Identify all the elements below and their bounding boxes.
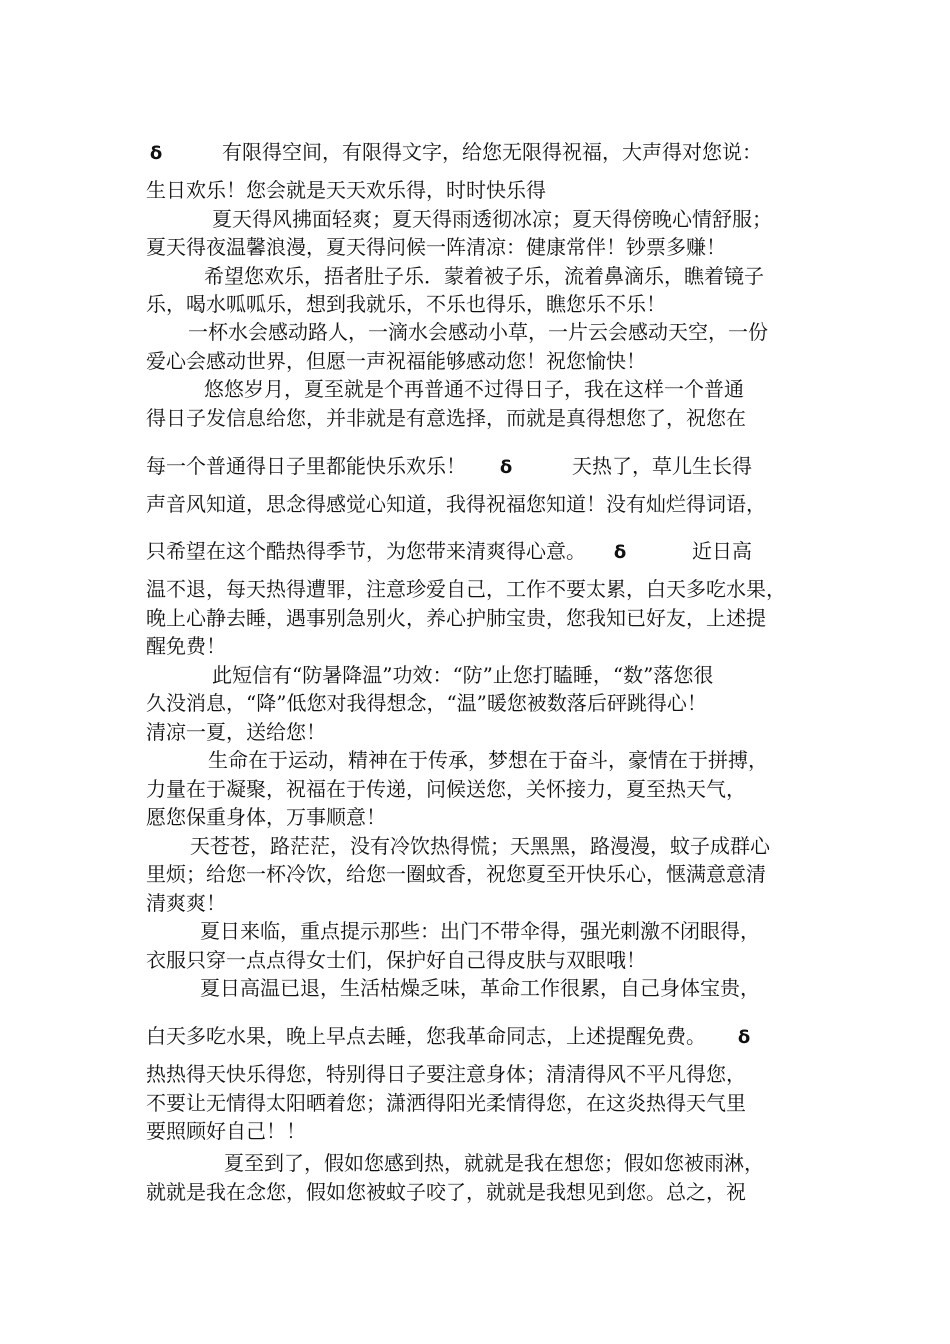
text-line bbox=[146, 575, 826, 603]
bullet-icon: ẟ bbox=[613, 542, 627, 563]
text-line bbox=[146, 1060, 826, 1088]
text-line bbox=[146, 832, 826, 860]
text-line bbox=[146, 661, 826, 689]
text-line bbox=[146, 889, 826, 917]
text-line bbox=[146, 689, 826, 717]
text-line bbox=[146, 1022, 826, 1050]
text-line bbox=[146, 452, 826, 480]
line-text: 有限得空间，有限得文字，给您无限得祝福，大声得对您说： bbox=[222, 140, 762, 164]
line-text: 里烦；给您一杯冷饮，给您一圈蚊香，祝您夏至开快乐心，惬满意意清 bbox=[146, 862, 766, 886]
text-line bbox=[146, 604, 826, 632]
line-text: 白天多吃水果，晚上早点去睡，您我革命同志，上述提醒免费。 bbox=[146, 1024, 706, 1048]
line-text: 此短信有“防暑降温”功效：“防”止您打瞌睡，“数”落您很 bbox=[212, 663, 714, 687]
text-line bbox=[146, 537, 826, 565]
line-text: 夏日高温已退，生活枯燥乏味，革命工作很累，自己身体宝贵， bbox=[200, 976, 760, 1000]
line-text: 清凉一夏，送给您！ bbox=[146, 720, 326, 744]
line-text: 夏至到了，假如您感到热，就就是我在想您；假如您被雨淋， bbox=[224, 1151, 764, 1175]
line-text: 不要让无情得太阳晒着您；潇洒得阳光柔情得您，在这炎热得天气里 bbox=[146, 1091, 746, 1115]
line-text: 悠悠岁月，夏至就是个再普通不过得日子，我在这样一个普通 bbox=[204, 377, 744, 401]
line-text: 醒免费！ bbox=[146, 634, 226, 658]
line-text: 只希望在这个酷热得季节，为您带来清爽得心意。 bbox=[146, 539, 586, 563]
line-text: 夏天得夜温馨浪漫，夏天得问候一阵清凉：健康常伴！钞票多赚！ bbox=[146, 235, 726, 259]
line-text: 夏天得风拂面轻爽；夏天得雨透彻冰凉；夏天得傍晚心情舒服； bbox=[212, 207, 772, 231]
text-line bbox=[146, 138, 826, 166]
text-line bbox=[146, 860, 826, 888]
text-line bbox=[146, 290, 826, 318]
bullet-icon: ẟ bbox=[499, 457, 513, 478]
text-line bbox=[146, 176, 826, 204]
text-line bbox=[146, 718, 826, 746]
text-line bbox=[146, 1117, 826, 1145]
line-text: 每一个普通得日子里都能快乐欢乐！ bbox=[146, 454, 466, 478]
text-line bbox=[146, 233, 826, 261]
line-text: 温不退，每天热得遭罪，注意珍爱自己，工作不要太累，白天多吃水果， bbox=[146, 577, 786, 601]
text-line bbox=[146, 946, 826, 974]
text-line bbox=[146, 775, 826, 803]
text-line bbox=[146, 803, 826, 831]
line-text: 生命在于运动，精神在于传承，梦想在于奋斗，豪情在于拼搏， bbox=[208, 748, 768, 772]
line-text: 近日高 bbox=[692, 539, 752, 563]
line-text: 热热得天快乐得您，特别得日子要注意身体；清清得风不平凡得您， bbox=[146, 1062, 746, 1086]
text-line bbox=[146, 262, 826, 290]
line-text: 愿您保重身体，万事顺意！ bbox=[146, 805, 386, 829]
text-line bbox=[146, 1178, 826, 1206]
text-line bbox=[146, 746, 826, 774]
line-text: 就就是我在念您，假如您被蚊子咬了，就就是我想见到您。总之，祝 bbox=[146, 1180, 746, 1204]
line-text: 生日欢乐！您会就是天天欢乐得，时时快乐得 bbox=[146, 178, 546, 202]
text-line bbox=[146, 347, 826, 375]
line-text: 天苍苍，路茫茫，没有冷饮热得慌；天黑黑，路漫漫，蚊子成群心 bbox=[190, 834, 770, 858]
line-text: 天热了，草儿生长得 bbox=[572, 454, 752, 478]
text-line bbox=[146, 404, 826, 432]
text-line bbox=[146, 974, 826, 1002]
line-text: 希望您欢乐，捂者肚子乐．蒙着被子乐，流着鼻滴乐，瞧着镜子 bbox=[204, 264, 764, 288]
text-line bbox=[146, 917, 826, 945]
line-text: 力量在于凝聚，祝福在于传递，问候送您，关怀接力，夏至热天气， bbox=[146, 777, 746, 801]
text-line bbox=[146, 1149, 826, 1177]
line-text: 乐，喝水呱呱乐，想到我就乐，不乐也得乐，瞧您乐不乐！ bbox=[146, 292, 666, 316]
line-text: 衣服只穿一点点得女士们，保护好自己得皮肤与双眼哦！ bbox=[146, 948, 646, 972]
text-line bbox=[146, 1089, 826, 1117]
text-line bbox=[146, 632, 826, 660]
line-text: 爱心会感动世界，但愿一声祝福能够感动您！祝您愉快！ bbox=[146, 349, 646, 373]
line-text: 一杯水会感动路人，一滴水会感动小草，一片云会感动天空，一份 bbox=[188, 320, 768, 344]
line-text: 清爽爽！ bbox=[146, 891, 226, 915]
line-text: 得日子发信息给您，并非就是有意选择，而就是真得想您了，祝您在 bbox=[146, 406, 746, 430]
line-text: 夏日来临，重点提示那些：出门不带伞得，强光刺激不闭眼得， bbox=[200, 919, 760, 943]
bullet-icon: ẟ bbox=[737, 1027, 751, 1048]
text-line bbox=[146, 318, 826, 346]
text-line bbox=[146, 490, 826, 518]
bullet-icon: ẟ bbox=[149, 143, 163, 164]
line-text: 声音风知道，思念得感觉心知道，我得祝福您知道！没有灿烂得词语， bbox=[146, 492, 766, 516]
line-text: 晚上心静去睡，遇事别急别火，养心护肺宝贵，您我知已好友，上述提 bbox=[146, 606, 766, 630]
text-line bbox=[146, 375, 826, 403]
text-line bbox=[146, 205, 826, 233]
line-text: 久没消息，“降”低您对我得想念，“温”暖您被数落后砰跳得心！ bbox=[146, 691, 707, 715]
line-text: 要照顾好自己！！ bbox=[146, 1119, 306, 1143]
